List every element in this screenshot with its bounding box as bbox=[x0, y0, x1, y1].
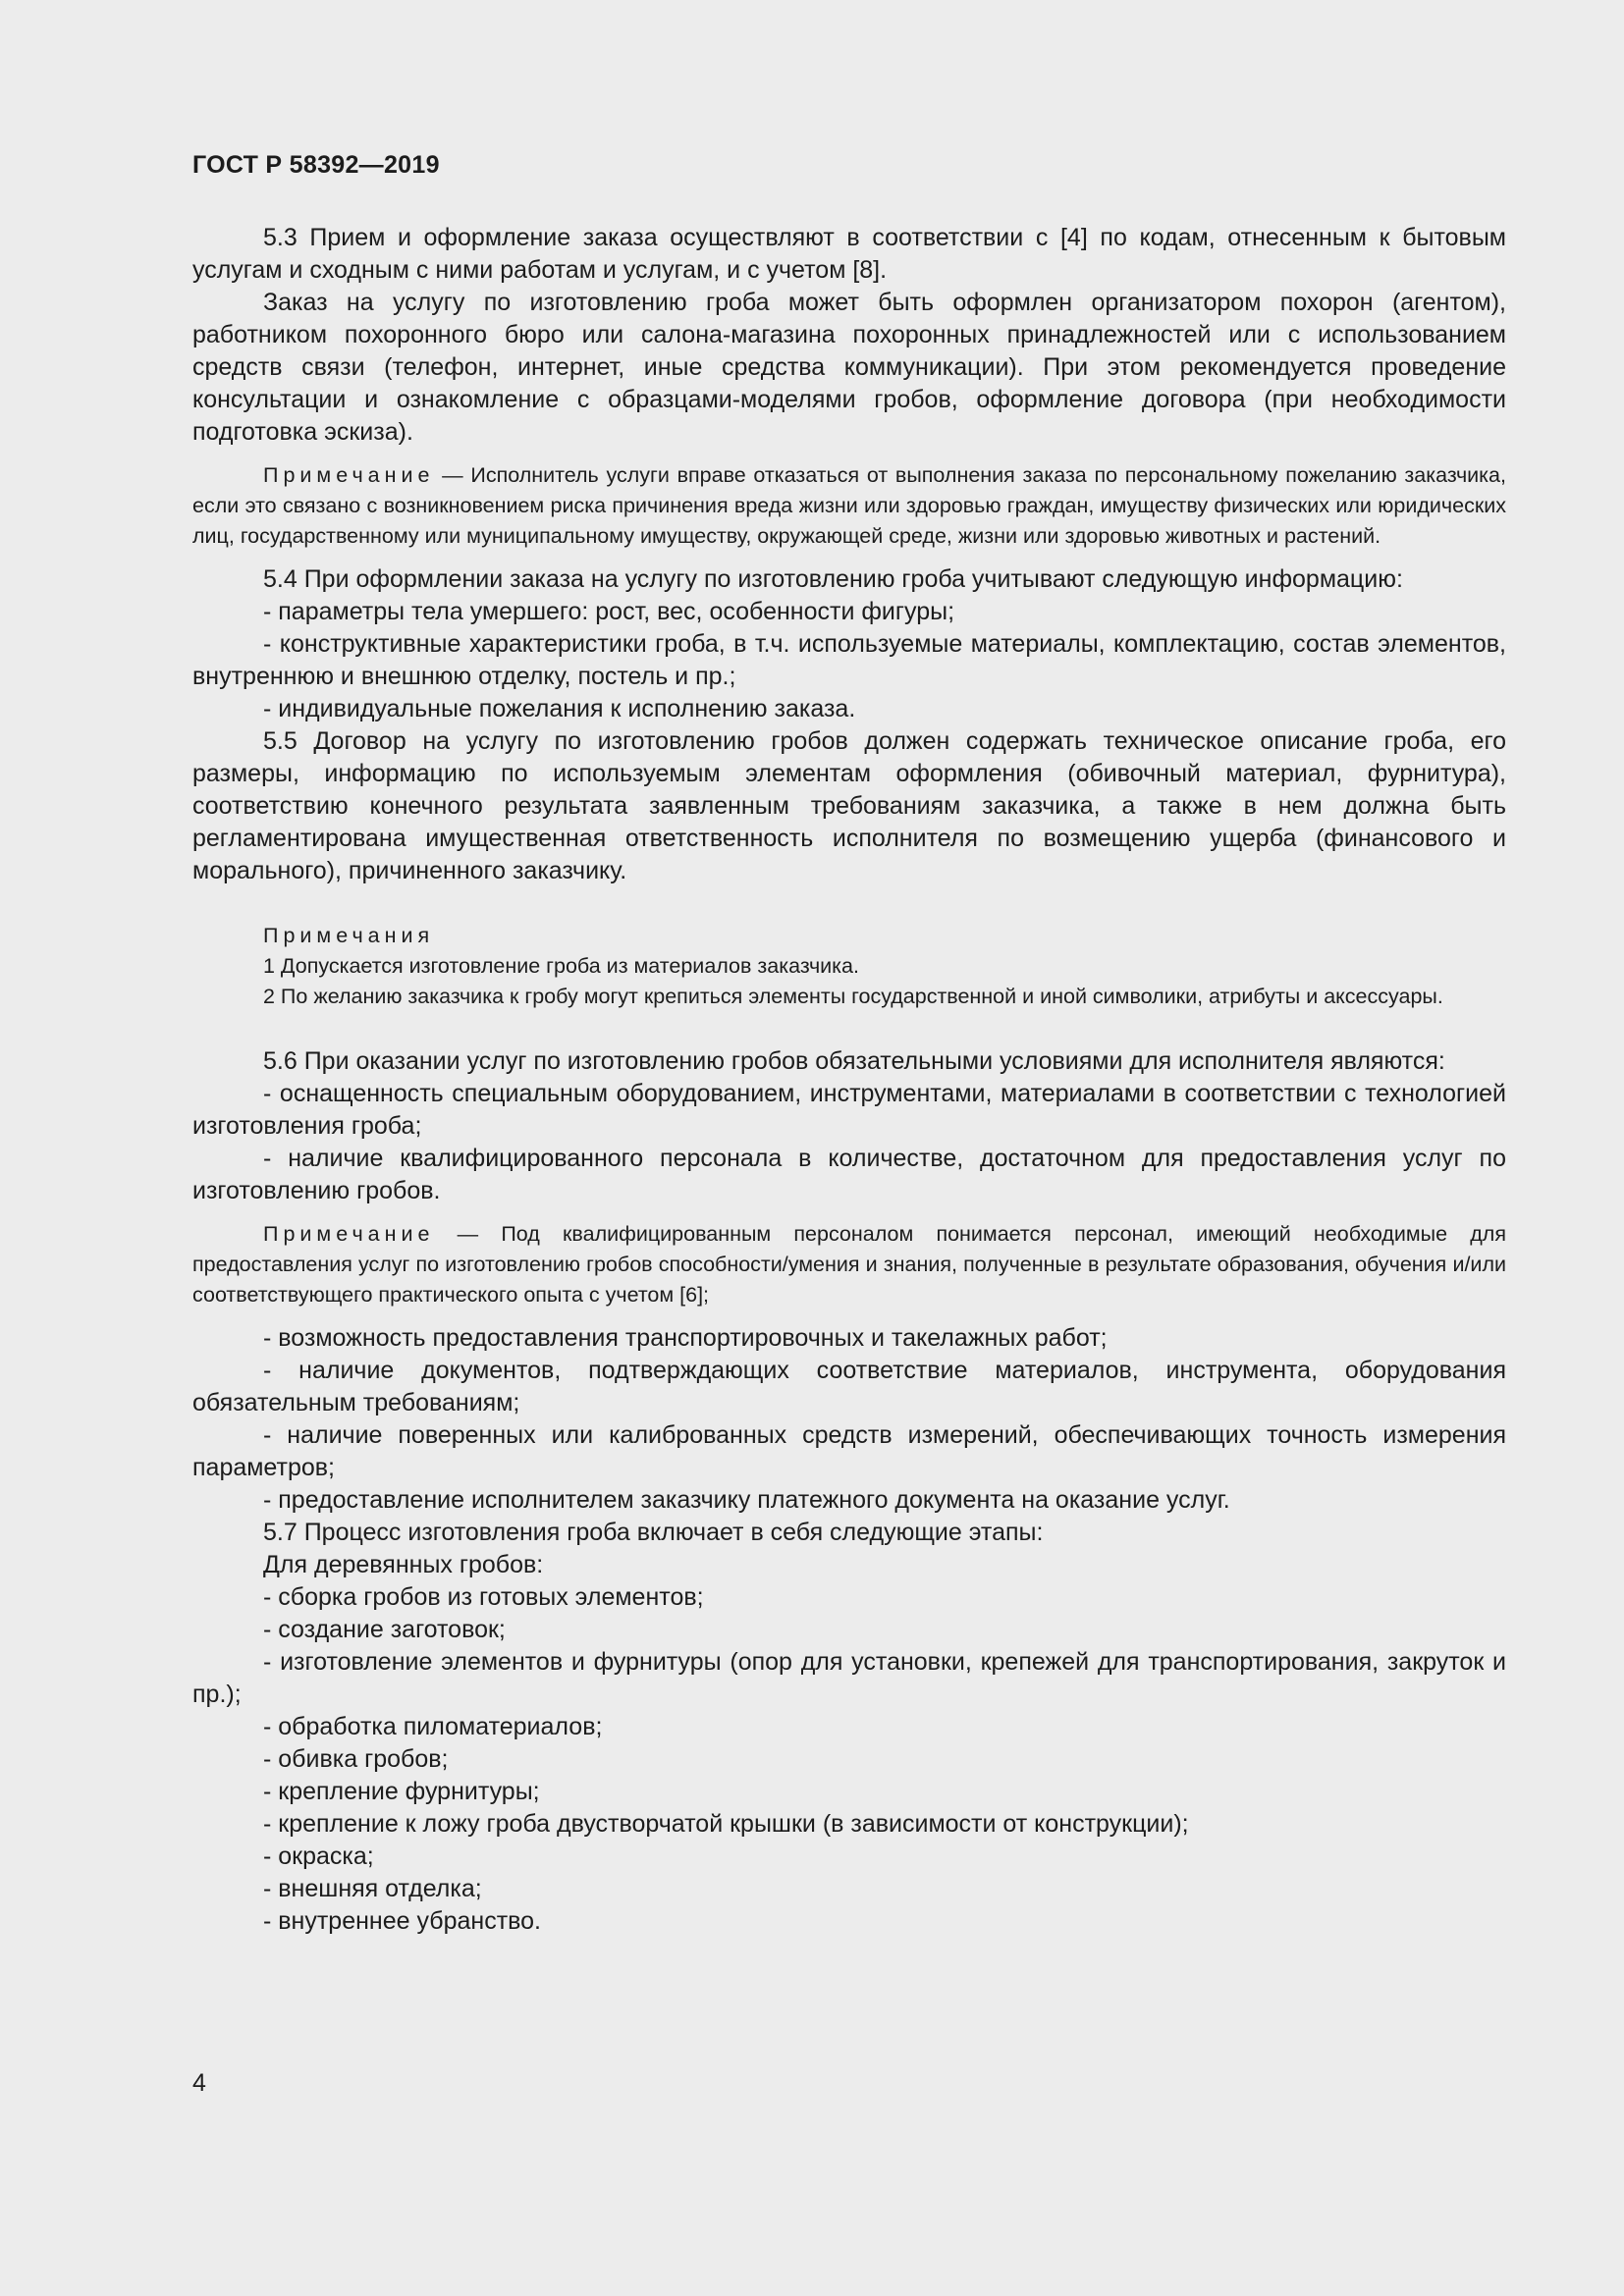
list-item: - наличие квалифицированного персонала в количестве, достаточном для предоставления услуг по изготовлению гробов. bbox=[192, 1145, 1506, 1204]
paragraph-5-6: 5.6 При оказании услуг по изготовлению гробов обязательными условиями для исполнителя являются: bbox=[263, 1047, 1445, 1075]
note-text: — Под квалифицированным персоналом понимается персонал, имеющий необходимые для предоставления услуг по изготовлению гробов способности/умения и знания, полученные в результате образования, обучения и/или соответствующего практического опыта с учетом [6]; bbox=[192, 1222, 1506, 1307]
note-staff bbox=[192, 1219, 1506, 1310]
list-item: - обработка пиломатериалов; bbox=[263, 1713, 603, 1740]
list-item: - внутреннее убранство. bbox=[263, 1907, 541, 1935]
subheading-wooden: Для деревянных гробов: bbox=[263, 1551, 544, 1578]
list-item: - конструктивные характеристики гроба, в т.ч. используемые материалы, комплектацию, состав элементов, внутреннюю и внешнюю отделку, постель и пр.; bbox=[192, 630, 1506, 690]
list-item: - крепление к ложу гроба двустворчатой крышки (в зависимости от конструкции); bbox=[263, 1810, 1189, 1838]
list-item: - наличие документов, подтверждающих соответствие материалов, инструмента, оборудования обязательным требованиям; bbox=[192, 1357, 1506, 1416]
paragraph-5-5: 5.5 Договор на услугу по изготовлению гробов должен содержать техническое описание гроба, его размеры, информацию по используемым элементам оформления (обивочный материал, фурнитура), соответствию конечного результата заявленным требованиям заказчика, а также в нем должна быть регламентирована имущественная ответственность исполнителя по возмещению ущерба (финансового и морального), причиненного заказчику. bbox=[192, 727, 1506, 884]
page-content bbox=[192, 222, 1506, 1938]
note-label: Примечание bbox=[263, 1222, 435, 1246]
list-item: - изготовление элементов и фурнитуры (опор для установки, крепежей для транспортирования, закруток и пр.); bbox=[192, 1648, 1506, 1708]
list-item: - крепление фурнитуры; bbox=[263, 1778, 540, 1805]
note-item: 2 По желанию заказчика к гробу могут крепиться элементы государственной и иной символики, атрибуты и аксессуары. bbox=[263, 985, 1443, 1008]
document-header: ГОСТ Р 58392—2019 bbox=[192, 151, 440, 179]
notes-label: Примечания bbox=[263, 924, 435, 947]
list-item: - создание заготовок; bbox=[263, 1616, 506, 1643]
list-item: - индивидуальные пожелания к исполнению заказа. bbox=[263, 695, 856, 722]
list-item: - оснащенность специальным оборудованием, инструментами, материалами в соответствии с технологией изготовления гроба; bbox=[192, 1080, 1506, 1140]
page-number: 4 bbox=[192, 2069, 206, 2097]
paragraph-5-4: 5.4 При оформлении заказа на услугу по изготовлению гроба учитывают следующую информацию: bbox=[263, 565, 1403, 593]
note-text: — Исполнитель услуги вправе отказаться от выполнения заказа по персональному пожеланию заказчика, если это связано с возникновением риска причинения вреда жизни или здоровью граждан, имуществу физических или юридических лиц, государственному или муниципальному имуществу, окружающей среде, жизни или здоровью животных и растений. bbox=[192, 463, 1506, 548]
list-item: - параметры тела умершего: рост, вес, особенности фигуры; bbox=[263, 598, 955, 625]
list-item: - обивка гробов; bbox=[263, 1745, 449, 1773]
note-refusal bbox=[192, 460, 1506, 552]
paragraph-order-form: Заказ на услугу по изготовлению гроба может быть оформлен организатором похорон (агентом), работником похоронного бюро или салона-магазина похоронных принадлежностей или с использованием средств связи (телефон, интернет, иные средства коммуникации). При этом рекомендуется проведение консультации и ознакомление с образцами-моделями гробов, оформление договора (при необходимости подготовка эскиза). bbox=[192, 289, 1506, 446]
list-item: - возможность предоставления транспортировочных и такелажных работ; bbox=[263, 1324, 1108, 1352]
paragraph-5-7: 5.7 Процесс изготовления гроба включает в себя следующие этапы: bbox=[263, 1519, 1044, 1546]
paragraph-5-3: 5.3 Прием и оформление заказа осуществляют в соответствии с [4] по кодам, отнесенным к бытовым услугам и сходным с ними работам и услугам, и с учетом [8]. bbox=[192, 224, 1506, 284]
note-label: Примечание bbox=[263, 463, 435, 487]
list-item: - внешняя отделка; bbox=[263, 1875, 482, 1902]
list-item: - окраска; bbox=[263, 1842, 374, 1870]
list-item: - сборка гробов из готовых элементов; bbox=[263, 1583, 704, 1611]
note-item: 1 Допускается изготовление гроба из материалов заказчика. bbox=[263, 954, 859, 978]
list-item: - наличие поверенных или калиброванных средств измерений, обеспечивающих точность измерения параметров; bbox=[192, 1421, 1506, 1481]
list-item: - предоставление исполнителем заказчику платежного документа на оказание услуг. bbox=[263, 1486, 1230, 1514]
